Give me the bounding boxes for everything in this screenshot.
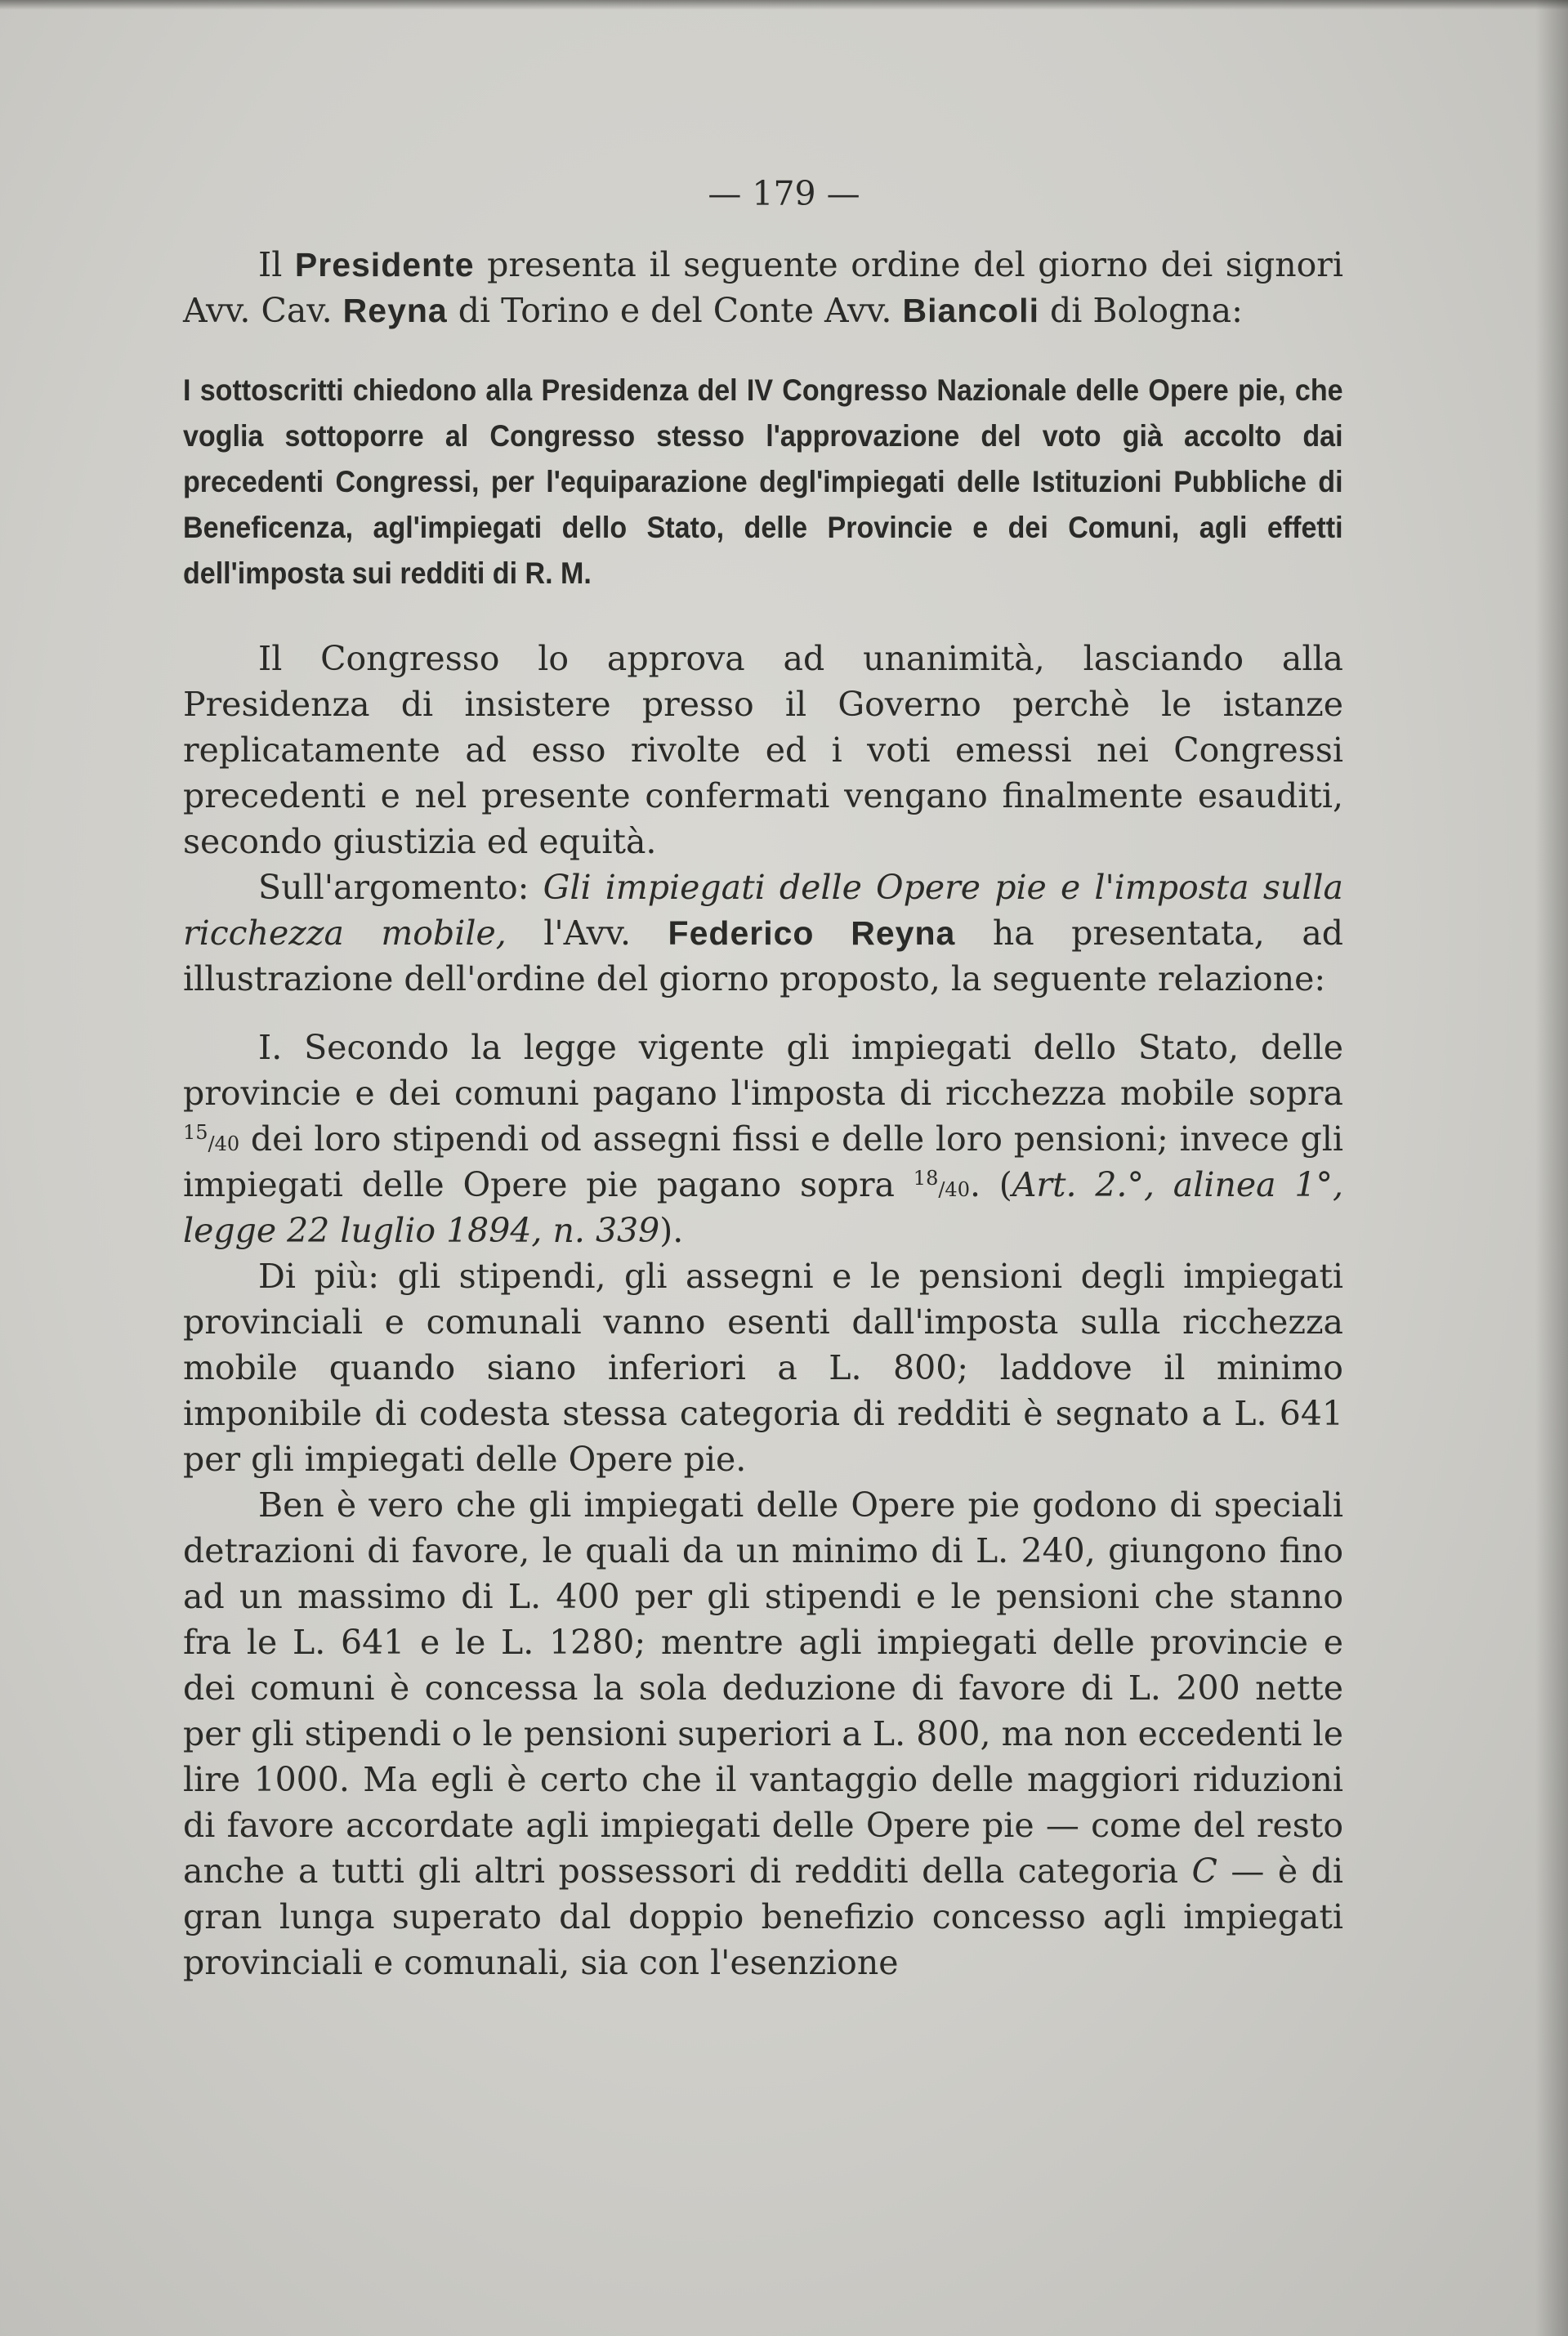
paragraph-exemption: Di più: gli stipendi, gli assegni e le pensioni degli impiegati provinciali e comunali vanno esenti dall'imposta sulla ricchezza mobile quando siano inferiori a L. 800; laddove il minimo imponibile di codesta stessa categoria di redditi è segnato a L. 641 per gli impiegati delle Opere pie. <box>183 1257 1343 1479</box>
fraction-15-numerator: 15 <box>183 1121 208 1144</box>
page-top-shadow <box>0 0 1568 10</box>
paragraph-intro <box>183 242 1343 333</box>
page-number: — 179 — <box>708 174 860 213</box>
section1-text-4: ). <box>659 1211 684 1250</box>
name-presidente: Presidente <box>294 246 475 284</box>
intro-text-4: di Bologna: <box>1039 291 1243 330</box>
category-letter: C <box>1191 1851 1217 1891</box>
argument-text-1: Sull'argomento: <box>258 868 543 907</box>
intro-text-2: presenta il seguente ordine del giorno dei signori Avv. Cav. <box>183 245 1343 330</box>
section1-text-2: dei loro stipendi od assegni fissi e delle loro pensioni; invece gli impiegati delle Opere pie pagano sopra <box>183 1119 1343 1204</box>
paragraph-deductions <box>183 1482 1343 1985</box>
section-gap <box>183 1002 1343 1025</box>
deductions-text-1: Ben è vero che gli impiegati delle Opere pie godono di speciali detrazioni di favore, le quali da un minimo di L. 240, giungono fino ad un massimo di L. 400 per gli stipendi e le pensioni che stanno fra le L. 641 e le L. 1280; mentre agli impiegati delle provincie e dei comuni è concessa la sola deduzione di favore di L. 200 nette per gli stipendi o le pensioni superiori a L. 800, ma non eccedenti le lire 1000. Ma egli è certo che il vantaggio delle maggiori riduzioni di favore accordate agli impiegati delle Opere pie — come del resto anche a tutti gli altri possessori di redditi della categoria <box>183 1485 1343 1891</box>
argument-text-3: ha presentata, ad illustrazione dell'ordine del giorno proposto, la seguente relazione: <box>183 913 1344 998</box>
section1-text-3: . ( <box>969 1165 1012 1204</box>
fraction-15-denominator: /40 <box>208 1132 240 1155</box>
argument-text-2: l'Avv. <box>506 913 668 953</box>
page-right-shadow <box>1535 0 1568 2336</box>
section1-text-1: I. Secondo la legge vigente gli impiegati dello Stato, delle provincie e dei comuni pagano l'imposta di ricchezza mobile sopra <box>183 1028 1343 1113</box>
name-federico-reyna: Federico Reyna <box>668 914 956 952</box>
law-citation: Art. 2.°, alinea 1°, legge 22 luglio 1894, n. 339 <box>183 1165 1343 1250</box>
body-text <box>183 242 1343 1985</box>
name-reyna: Reyna <box>342 292 448 329</box>
report-title: Gli impiegati delle Opere pie e l'imposta sulla ricchezza mobile, <box>183 868 1343 953</box>
paragraph-section-1 <box>183 1025 1343 1253</box>
paragraph-argument <box>183 864 1343 1002</box>
intro-text-3: di Torino e del Conte Avv. <box>447 291 903 330</box>
intro-text-1: Il <box>258 245 295 284</box>
fraction-18-denominator: /40 <box>938 1178 970 1201</box>
paragraph-approval: Il Congresso lo approva ad unanimità, lasciando alla Presidenza di insistere presso il Governo perchè le istanze replicatamente ad esso rivolte ed i voti emessi nei Congressi precedenti e nel presente confermati vengano finalmente esauditi, secondo giustizia ed equità. <box>183 639 1343 861</box>
deductions-text-2: — è di gran lunga superato dal doppio benefizio concesso agli impiegati provinciali e comunali, sia con l'esenzione <box>183 1851 1343 1982</box>
fraction-18-numerator: 18 <box>913 1167 939 1190</box>
name-biancoli: Biancoli <box>902 292 1039 329</box>
motion-text: I sottoscritti chiedono alla Presidenza del IV Congresso Nazionale delle Opere pie, che voglia sottoporre al Congresso stesso l'approvazione del voto già accolto dai precedenti Congressi, per l'equiparazione degl'impiegati delle Istituzioni Pubbliche di Beneficenza, agl'impiegati dello Stato, delle Provincie e dei Comuni, agli effetti dell'imposta sui redditi di R. M. <box>183 373 1343 590</box>
